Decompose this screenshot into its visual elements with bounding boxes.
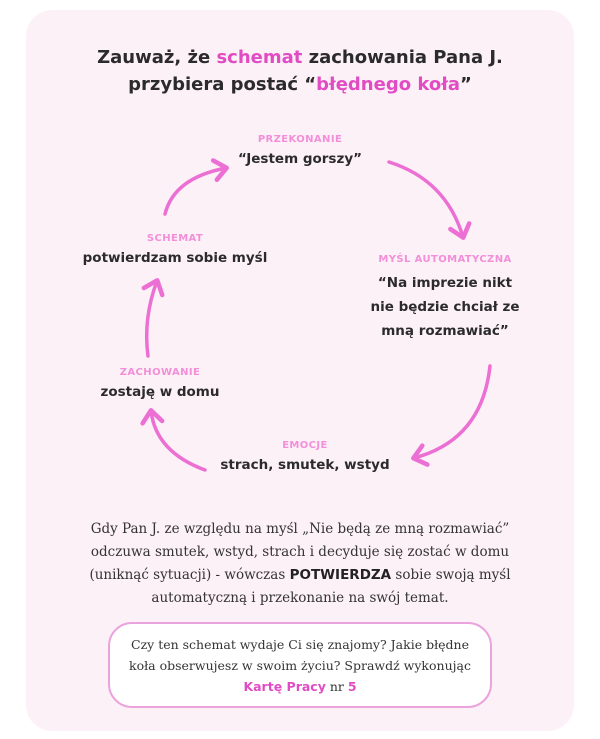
callout-line: Czy ten schemat wydaje Ci się znajomy? Jakie błędne [131, 637, 469, 652]
arrow-mysl-to-emocje [414, 366, 490, 458]
node-przekonanie [190, 133, 410, 171]
node-label: SCHEMAT [146, 233, 204, 244]
title-part: ” [460, 74, 472, 95]
paragraph-line: Gdy Pan J. ze względu na myśl „Nie będą ze mną rozmawiać” [90, 521, 510, 537]
node-text-line3: mną rozmawiać” [381, 323, 509, 339]
node-text: “Jestem gorszy” [237, 151, 363, 167]
paragraph-bold: POTWIERDZA [289, 567, 392, 583]
arrow-zachowanie-to-schemat [147, 281, 157, 356]
paragraph-line: sobie swoją myśl [391, 567, 511, 583]
callout-box [108, 622, 492, 708]
title-part: Zauważ, że [97, 47, 217, 68]
paragraph-line: automatyczną i przekonanie na swój temat. [151, 590, 449, 606]
title-part: zachowania Pana J. [302, 47, 503, 68]
title-highlight-schemat: schemat [216, 47, 303, 68]
title-highlight-bledne-kolo: błędnego koła [316, 74, 461, 95]
node-zachowanie [70, 366, 250, 404]
node-label: EMOCJE [282, 440, 328, 451]
node-text-line2: nie będzie chciał ze [370, 299, 520, 315]
node-text: potwierdzam sobie myśl [82, 250, 268, 266]
node-text: zostaję w domu [100, 384, 220, 400]
node-emocje [190, 439, 420, 477]
node-text: strach, smutek, wstyd [220, 457, 390, 473]
explanation-paragraph [40, 518, 560, 610]
callout-line: koła obserwujesz w swoim życiu? Sprawdź wykonując [129, 658, 471, 673]
node-label: PRZEKONANIE [257, 134, 343, 145]
worksheet-number[interactable]: 5 [347, 679, 357, 694]
node-text-line1: “Na imprezie nikt [377, 275, 513, 291]
node-label: ZACHOWANIE [119, 367, 201, 378]
node-mysl-automatyczna [345, 253, 545, 343]
node-label: MYŚL AUTOMATYCZNA [378, 254, 512, 265]
arrow-przekonanie-to-mysl [389, 162, 463, 237]
arrow-schemat-to-przekonanie [165, 168, 226, 214]
title-part: przybiera postać “ [128, 74, 317, 95]
paragraph-line: odczuwa smutek, wstyd, strach i decyduje się zostać w domu [90, 544, 510, 560]
callout-text: nr [325, 679, 348, 694]
node-schemat [55, 232, 295, 270]
karta-pracy-link[interactable]: Kartę Pracy [243, 679, 326, 694]
paragraph-line: (uniknąć sytuacji) - wówczas [89, 567, 290, 583]
